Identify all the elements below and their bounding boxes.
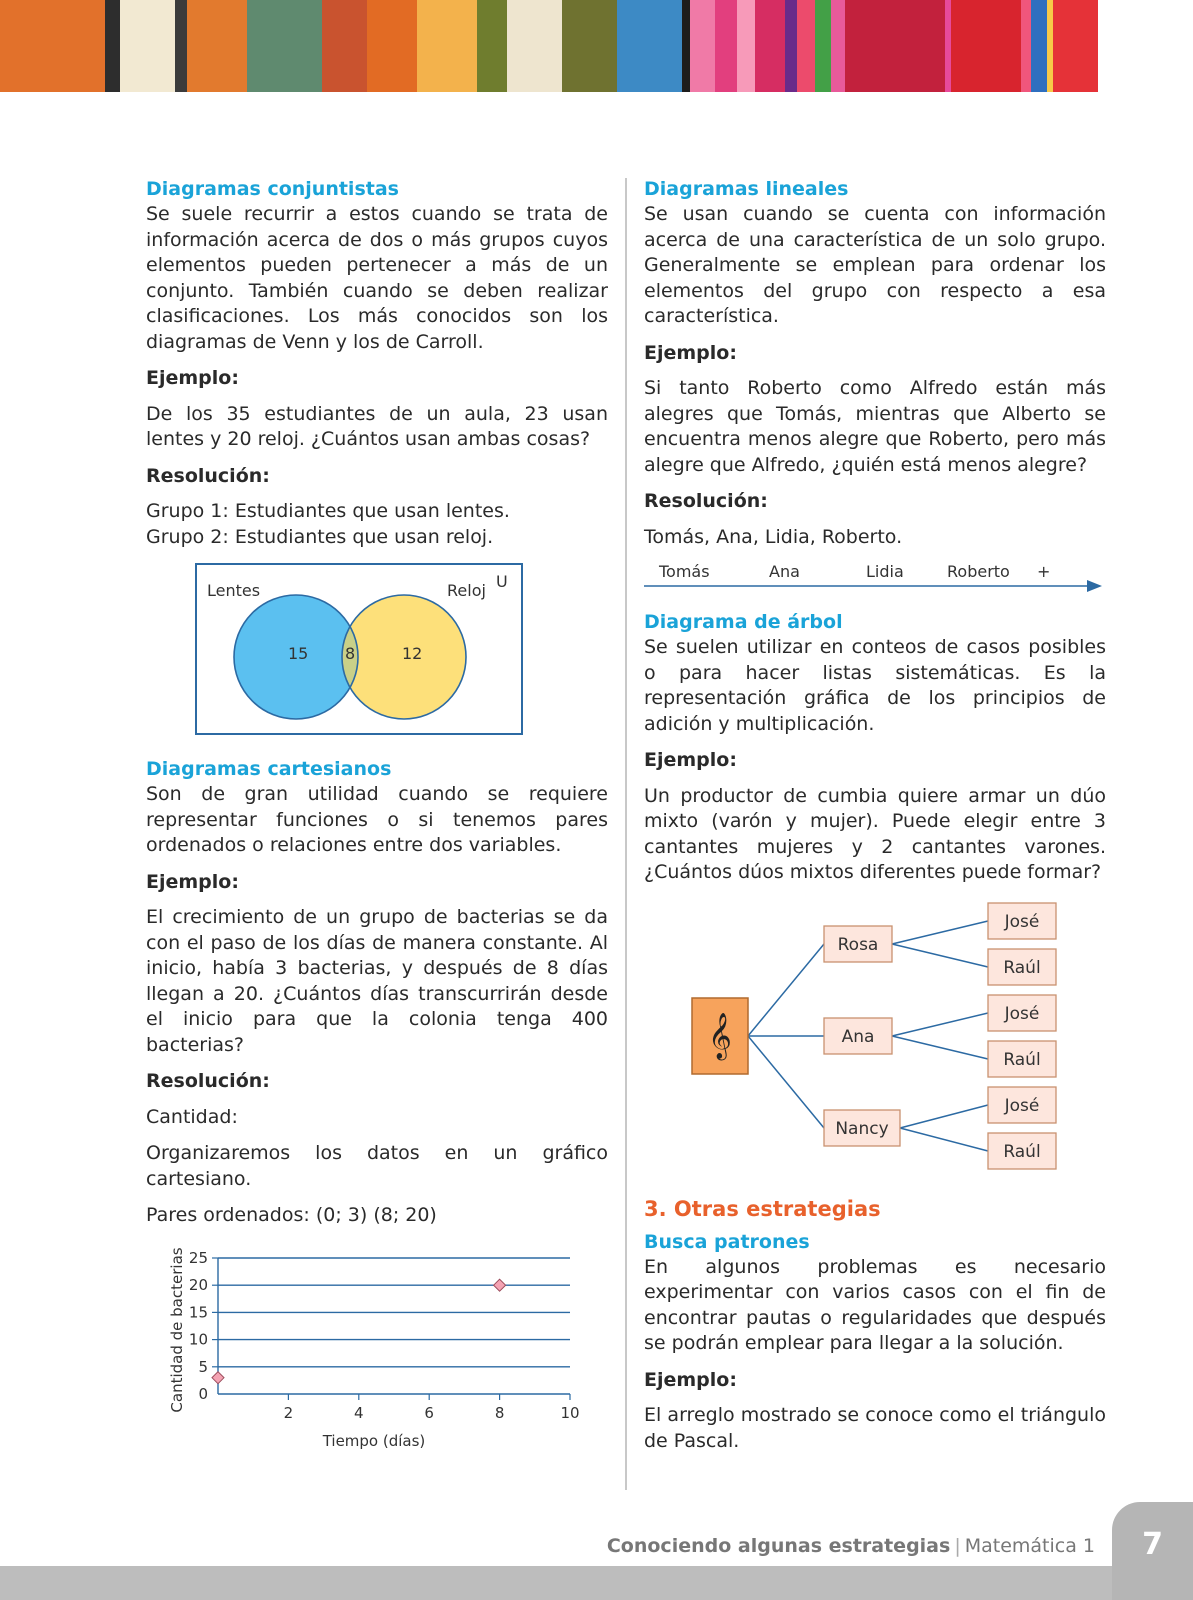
- textile-header-band: [0, 0, 1193, 92]
- universe-label: U: [496, 572, 508, 591]
- footer-caption: [607, 1535, 1095, 1557]
- section-title-diagramas-conjuntistas: Diagramas conjuntistas: [146, 178, 399, 200]
- answer-text: Tomás, Ana, Lidia, Roberto.: [644, 525, 903, 548]
- data-point-0: [212, 1371, 224, 1383]
- paragraph-arbol: Se suelen utilizar en conteos de casos posibles o para hacer listas sistemáticas. Es la representación gráfica de los principios de adición y multiplicación.: [644, 636, 1106, 735]
- cartesian-chart: [146, 1240, 608, 1474]
- example-text-right-2: Un productor de cumbia quiere armar un dúo mixto (varón y mujer). Puede elegir entre 3 cantantes mujeres y 2 cantantes varones. ¿Cuántos dúos mixtos diferentes puede formar?: [644, 784, 1106, 883]
- right-column: [644, 178, 1106, 1465]
- only-a-count: 15: [288, 644, 309, 663]
- paragraph-cartesianos: Son de gran utilidad cuando se requiere representar funciones o si tenemos pares ordenados o relaciones entre dos variables.: [146, 783, 608, 856]
- intersection-count: 8: [345, 644, 356, 663]
- example-text-right: Si tanto Roberto como Alfredo están más alegres que Tomás, mientras que Alberto se encuentra menos alegre que Roberto, pero más alegre que Alfredo, ¿quién está menos alegre?: [644, 377, 1106, 476]
- resolucion-label: Resolución:: [146, 464, 270, 487]
- footer-separator: |: [954, 1535, 961, 1557]
- y-tick-label-5: 25: [188, 1248, 208, 1267]
- tree-label-man-4: Raúl: [1003, 1049, 1041, 1070]
- page-number: 7: [1142, 1527, 1163, 1562]
- x-tick-label-3: 8: [494, 1403, 505, 1422]
- example-text-2: El crecimiento de un grupo de bacterias se da con el paso de los días de manera constante. Al inicio, había 3 bacterias, y después de 8 días llegan a 20. ¿Cuántos días transcurrirán desde el inicio para que la colonia tenga 400 bacterias?: [146, 906, 608, 1056]
- x-axis-title: Tiempo (días): [322, 1431, 426, 1450]
- section-title-diagramas-lineales: Diagramas lineales: [644, 178, 849, 200]
- set-a-label: Lentes: [207, 581, 261, 600]
- set-b-label: Reloj: [447, 581, 486, 600]
- x-tick-label-1: 4: [354, 1403, 364, 1422]
- linear-plus-label: +: [1037, 562, 1051, 581]
- only-b-count: 12: [402, 644, 423, 663]
- grupo-2-text: Grupo 2: Estudiantes que usan reloj.: [146, 525, 494, 548]
- column-divider: [625, 178, 627, 1490]
- linear-label-4: Roberto: [947, 562, 1010, 581]
- y-tick-label-4: 20: [188, 1275, 208, 1294]
- tree-label-man-2: Raúl: [1003, 957, 1041, 978]
- tree-diagram: [644, 897, 1106, 1191]
- data-point-1: [494, 1279, 506, 1291]
- section-title-diagrama-arbol: Diagrama de árbol: [644, 611, 843, 633]
- organizaremos-text: Organizaremos los datos en un gráfico cartesiano.: [146, 1142, 608, 1190]
- y-tick-label-1: 5: [198, 1357, 208, 1376]
- y-axis-title: Cantidad de bacterias: [168, 1246, 186, 1413]
- section-title-diagramas-cartesianos: Diagramas cartesianos: [146, 758, 392, 780]
- linear-diagram: [644, 559, 1106, 599]
- example-text: De los 35 estudiantes de un aula, 23 usan lentes y 20 reloj. ¿Cuántos usan ambas cosas?: [146, 402, 608, 450]
- venn-diagram: [146, 560, 608, 744]
- footer-bar: [0, 1566, 1193, 1600]
- x-tick-label-0: 2: [283, 1403, 294, 1422]
- x-tick-label-4: 10: [560, 1403, 580, 1422]
- tree-label-woman-3: Nancy: [835, 1118, 889, 1139]
- tree-label-man-3: José: [1004, 1003, 1040, 1024]
- ejemplo-label-right-3: Ejemplo:: [644, 1368, 737, 1391]
- ejemplo-label-2: Ejemplo:: [146, 870, 239, 893]
- section-title-otras-estrategias: 3. Otras estrategias: [644, 1196, 881, 1221]
- linear-label-1: Tomás: [659, 562, 710, 581]
- resolucion-label-right: Resolución:: [644, 490, 768, 512]
- cantidad-text: Cantidad:: [146, 1105, 238, 1128]
- example-text-right-3: El arreglo mostrado se conoce como el triángulo de Pascal.: [644, 1404, 1106, 1452]
- ejemplo-label-right: Ejemplo:: [644, 341, 737, 364]
- treble-clef-icon: 𝄞: [708, 1012, 732, 1059]
- subsection-title-busca-patrones: Busca patrones: [644, 1230, 810, 1253]
- footer-book: Matemática 1: [964, 1535, 1095, 1557]
- left-column: [146, 178, 608, 1474]
- footer-chapter: Conociendo algunas estrategias: [606, 1535, 951, 1557]
- paragraph-lineales: Se usan cuando se cuenta con información acerca de una característica de un solo grupo. Generalmente se emplean para ordenar los elementos del grupo con respecto a esa característica.: [644, 203, 1106, 327]
- ejemplo-label-right-2: Ejemplo:: [644, 749, 737, 771]
- tree-label-man-6: Raúl: [1003, 1141, 1041, 1162]
- paragraph-patrones: En algunos problemas es necesario experimentar con varios casos con el fin de encontrar pautas o regularidades que después se podrán emplear para llegar a la solución.: [644, 1255, 1106, 1354]
- resolucion-label-2: Resolución:: [146, 1070, 270, 1092]
- tree-label-man-1: José: [1004, 911, 1040, 932]
- grupo-1-text: Grupo 1: Estudiantes que usan lentes.: [146, 500, 510, 522]
- linear-label-2: Ana: [769, 562, 800, 581]
- y-tick-label-3: 15: [188, 1302, 208, 1321]
- tree-label-woman-2: Ana: [841, 1026, 875, 1047]
- y-tick-label-0: 0: [198, 1384, 208, 1403]
- tree-label-woman-1: Rosa: [837, 934, 879, 955]
- x-tick-label-2: 6: [424, 1403, 434, 1422]
- paragraph-conjuntistas: Se suele recurrir a estos cuando se trata de información acerca de dos o más grupos cuyos elementos pueden pertenecer a más de un conjunto. También cuando se deben realizar clasificaciones. Los más conocidos son los diagramas de Venn y los de Carroll.: [146, 203, 608, 353]
- y-tick-label-2: 10: [188, 1330, 208, 1349]
- arrow-right-icon: [1087, 580, 1102, 592]
- pares-ordenados-text: Pares ordenados: (0; 3) (8; 20): [146, 1204, 437, 1226]
- tree-label-man-5: José: [1004, 1095, 1040, 1116]
- ejemplo-label: Ejemplo:: [146, 367, 239, 389]
- linear-label-3: Lidia: [866, 562, 904, 581]
